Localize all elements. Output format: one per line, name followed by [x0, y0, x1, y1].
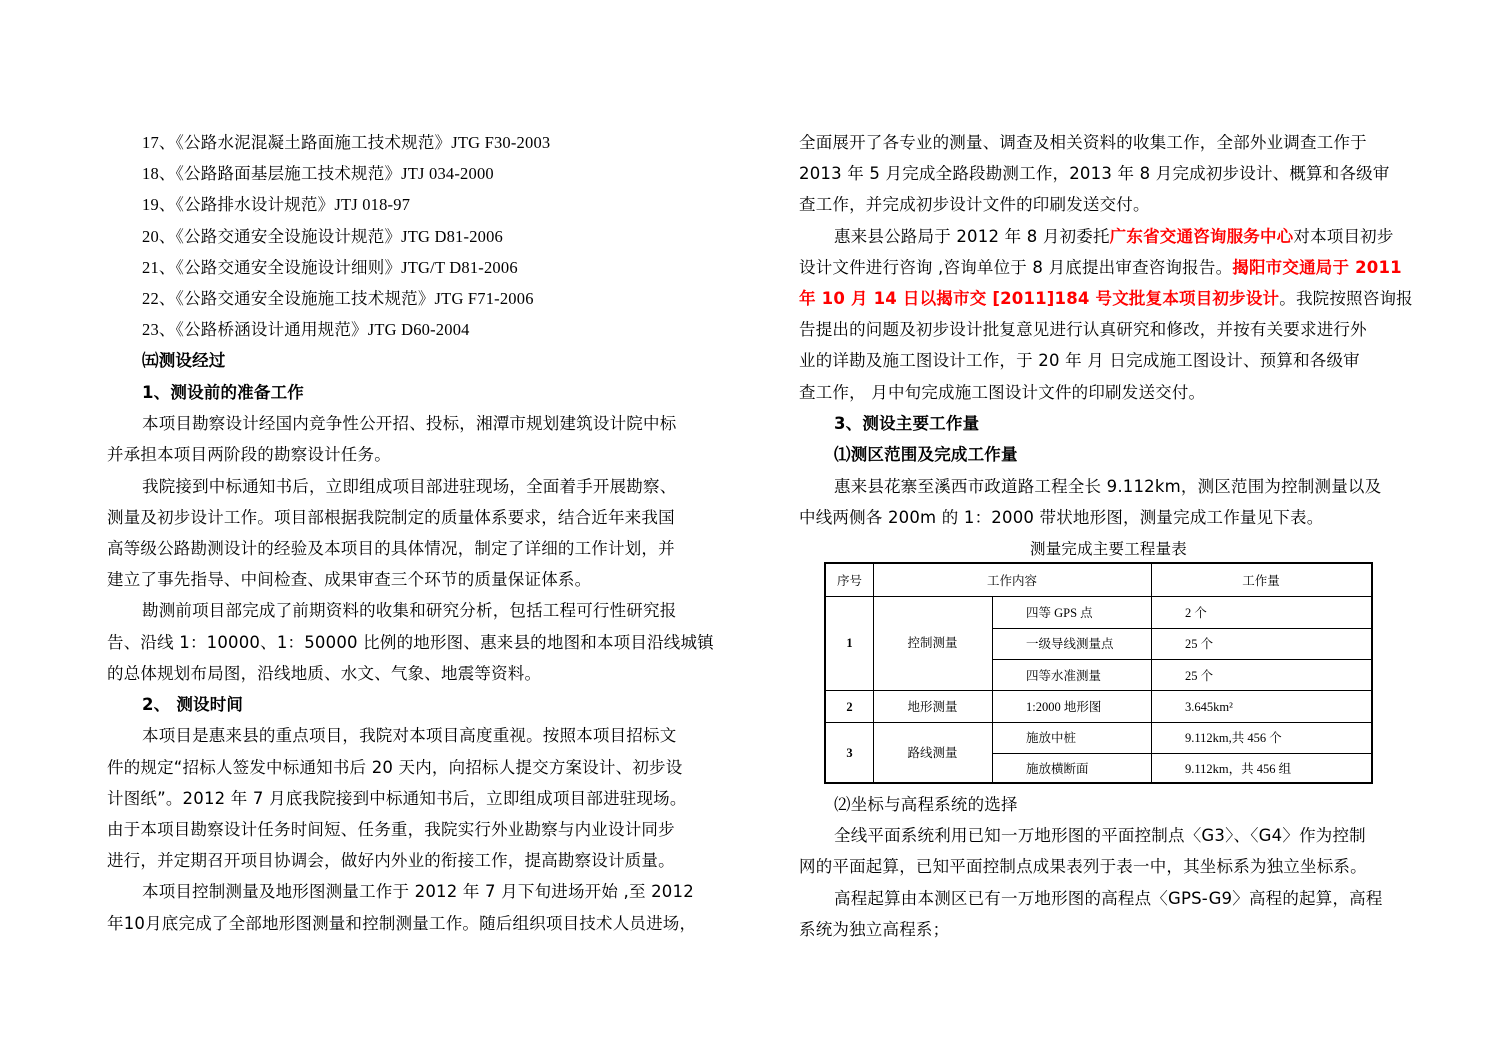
paragraph-line: 告、沿线 1：10000、1：50000 比例的地形图、惠来县的地图和本项目沿线城镇	[107, 633, 714, 652]
table-cell-qty: 3.645km²	[1185, 700, 1233, 714]
paragraph-line: 勘测前项目部完成了前期资料的收集和研究分析，包括工程可行性研究报	[142, 601, 677, 620]
paragraph-line: 业的详勘及施工图设计工作，于 20 年 月 日完成施工图设计、预算和各级审	[799, 351, 1360, 370]
table-cell-category: 地形测量	[907, 700, 958, 714]
workload-table	[824, 562, 1373, 784]
paragraph-line: 本项目控制测量及地形图测量工作于 2012 年 7 月下旬进场开始 ,至 2012	[142, 882, 694, 901]
table-cell-qty: 9.112km,共 456 个	[1185, 731, 1282, 745]
table-rule	[992, 596, 993, 782]
table-rule	[992, 753, 1371, 754]
table-cell-qty: 25 个	[1185, 637, 1214, 651]
paragraph-line: 网的平面起算，已知平面控制点成果表列于表一中，其坐标系为独立坐标系。	[799, 857, 1367, 876]
table-header-cell: 序号	[836, 574, 862, 588]
table-cell-category: 控制测量	[907, 636, 958, 650]
paragraph-line: 的总体规划布局图，沿线地质、水文、气象、地震等资料。	[107, 664, 542, 683]
paragraph-line: 告提出的问题及初步设计批复意见进行认真研究和修改，并按有关要求进行外	[799, 320, 1367, 339]
paragraph-line: 年10月底完成了全部地形图测量和控制测量工作。随后组织项目技术人员进场，	[107, 914, 697, 933]
paragraph-line: 惠来县花寨至溪西市政道路工程全长 9.112km，测区范围为控制测量以及	[834, 477, 1382, 496]
paragraph-line: 进行，并定期召开项目协调会，做好内外业的衔接工作，提高勘察设计质量。	[107, 851, 675, 870]
reference-item: 18、《公路路面基层施工技术规范》JTJ 034-2000	[142, 164, 494, 183]
paragraph-line: 高等级公路勘测设计的经验及本项目的具体情况，制定了详细的工作计划，并	[107, 539, 675, 558]
table-rule	[826, 722, 1371, 723]
subsection-heading: ⑴测区范围及完成工作量	[834, 445, 1018, 464]
paragraph-line: 本项目勘察设计经国内竞争性公开招、投标，湘潭市规划建筑设计院中标	[142, 414, 677, 433]
paragraph-line: 测量及初步设计工作。项目部根据我院制定的质量体系要求，结合近年来我国	[107, 508, 675, 527]
reference-item: 17、《公路水泥混凝土路面施工技术规范》JTG F30-2003	[142, 133, 551, 152]
subsection-heading: 3、测设主要工作量	[834, 414, 980, 433]
subsection-heading: ⑵坐标与高程系统的选择	[834, 795, 1018, 814]
paragraph-line: 中线两侧各 200m 的 1：2000 带状地形图，测量完成工作量见下表。	[799, 508, 1324, 527]
table-rule	[992, 628, 1371, 629]
table-rule	[826, 690, 1371, 691]
table-cell-content: 施放中桩	[1026, 731, 1077, 745]
table-cell-content: 四等 GPS 点	[1026, 606, 1093, 620]
reference-item: 19、《公路排水设计规范》JTJ 018-97	[142, 195, 411, 214]
table-cell-content: 1:2000 地形图	[1026, 700, 1102, 714]
paragraph-line	[834, 226, 1394, 248]
paragraph-line: 2013 年 5 月完成全路段勘测工作，2013 年 8 月完成初步设计、概算和各级审	[799, 164, 1390, 183]
table-title: 测量完成主要工程量表	[1030, 540, 1188, 558]
paragraph-line: 并承担本项目两阶段的勘察设计任务。	[107, 445, 391, 464]
paragraph-line: 计图纸”。2012 年 7 月底我院接到中标通知书后，立即组成项目部进驻现场。	[107, 789, 687, 808]
text-span: 对本项目初步	[1293, 227, 1394, 246]
paragraph-line	[799, 257, 1402, 279]
table-cell-content: 一级导线测量点	[1026, 637, 1114, 651]
paragraph-line: 全面展开了各专业的测量、调查及相关资料的收集工作，全部外业调查工作于	[799, 133, 1367, 152]
text-span: 设计文件进行咨询 ,咨询单位于 8 月底提出审查咨询报告。	[799, 258, 1233, 277]
table-rule	[1151, 564, 1152, 782]
paragraph-line: 由于本项目勘察设计任务时间短、任务重，我院实行外业勘察与内业设计同步	[107, 820, 675, 839]
paragraph-line: 查工作，并完成初步设计文件的印刷发送交付。	[799, 195, 1150, 214]
paragraph-line: 建立了事先指导、中间检查、成果审查三个环节的质量保证体系。	[107, 570, 592, 589]
paragraph-line: 我院接到中标通知书后，立即组成项目部进驻现场，全面着手开展勘察、	[142, 477, 677, 496]
highlighted-text: 广东省交通咨询服务中心	[1109, 227, 1294, 246]
table-cell-category: 路线测量	[907, 746, 958, 760]
paragraph-line: 全线平面系统利用已知一万地形图的平面控制点〈G3〉、〈G4〉作为控制	[834, 826, 1366, 845]
text-span: 惠来县公路局于 2012 年 8 月初委托	[834, 227, 1110, 246]
reference-item: 20、《公路交通安全设施设计规范》JTG D81-2006	[142, 227, 504, 246]
paragraph-line	[799, 288, 1413, 310]
subsection-heading: 1、测设前的准备工作	[142, 383, 304, 402]
table-header-cell: 工作内容	[986, 574, 1037, 588]
subsection-heading: 2、 测设时间	[142, 695, 244, 714]
text-span: 。我院按照咨询报	[1279, 289, 1413, 308]
section-heading: ㈤测设经过	[142, 351, 226, 370]
table-rule	[826, 596, 1371, 597]
paragraph-line: 高程起算由本测区已有一万地形图的高程点〈GPS-G9〉高程的起算，高程	[834, 889, 1383, 908]
table-cell-no: 1	[846, 636, 853, 650]
paragraph-line: 系统为独立高程系；	[799, 920, 950, 939]
table-rule	[992, 659, 1371, 660]
highlighted-text: 年 10 月 14 日以揭市交 [2011]184 号文批复本项目初步设计	[799, 289, 1280, 308]
reference-item: 22、《公路交通安全设施施工技术规范》JTG F71-2006	[142, 289, 534, 308]
paragraph-line: 查工作， 月中旬完成施工图设计文件的印刷发送交付。	[799, 383, 1206, 402]
table-cell-qty: 2 个	[1185, 606, 1207, 620]
table-cell-content: 四等水准测量	[1026, 669, 1102, 683]
paragraph-line: 本项目是惠来县的重点项目，我院对本项目高度重视。按照本项目招标文	[142, 726, 677, 745]
table-cell-qty: 25 个	[1185, 669, 1214, 683]
reference-item: 23、《公路桥涵设计通用规范》JTG D60-2004	[142, 320, 470, 339]
table-header-cell: 工作量	[1242, 574, 1280, 588]
highlighted-text: 揭阳市交通局于 2011	[1232, 258, 1402, 277]
table-cell-no: 2	[846, 700, 853, 714]
table-cell-qty: 9.112km，共 456 组	[1185, 762, 1292, 776]
table-cell-no: 3	[846, 746, 853, 760]
paragraph-line: 件的规定“招标人签发中标通知书后 20 天内，向招标人提交方案设计、初步设	[107, 758, 683, 777]
reference-item: 21、《公路交通安全设施设计细则》JTG/T D81-2006	[142, 258, 518, 277]
table-cell-content: 施放横断面	[1026, 762, 1089, 776]
